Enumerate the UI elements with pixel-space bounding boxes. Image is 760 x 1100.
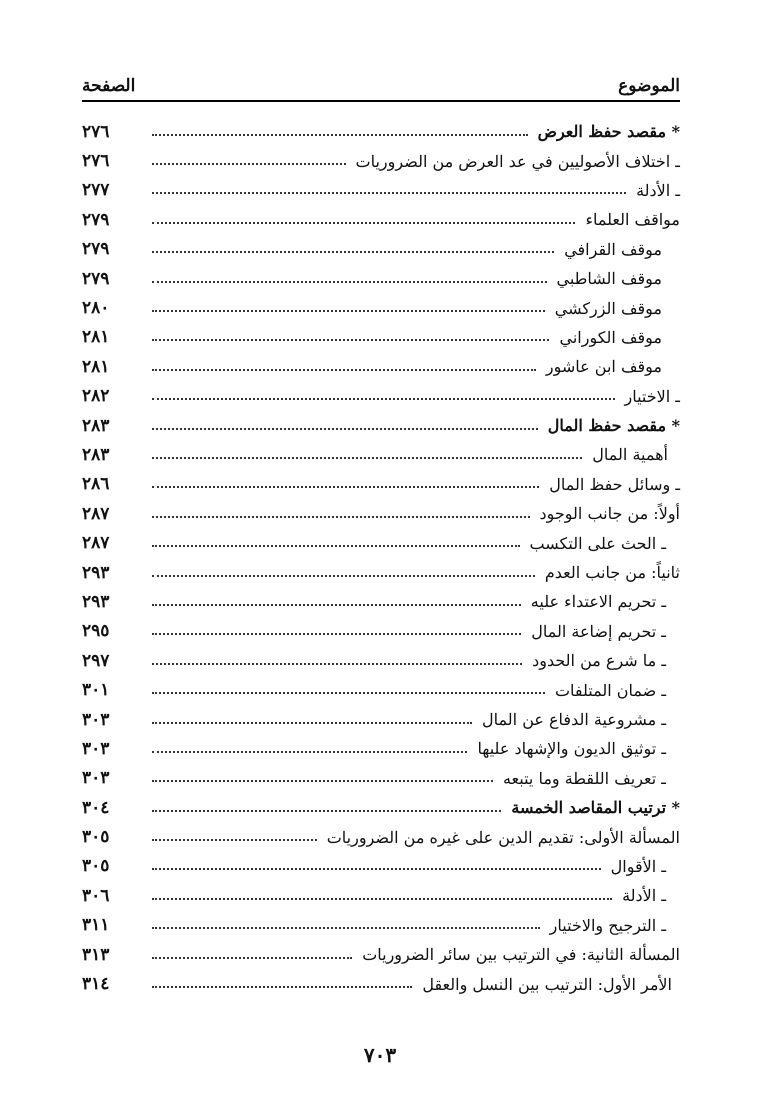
toc-entry: [82, 969, 680, 998]
toc-entry: [82, 117, 680, 146]
dot-leader: [152, 486, 539, 488]
toc-entry: [82, 852, 680, 881]
dot-leader: [152, 428, 538, 430]
dot-leader: [152, 457, 582, 459]
toc-entry-title: موقف الزركشي: [554, 298, 662, 318]
dot-leader: [152, 545, 520, 547]
topic-column-heading: الموضوع: [618, 76, 680, 96]
dot-leader: [152, 839, 317, 841]
toc-entry-page: ٢٧٩: [82, 268, 110, 289]
toc-entry-page: ٣٠٣: [82, 738, 110, 759]
dot-leader: [152, 751, 467, 753]
toc-entry-page: ٣١١: [82, 915, 110, 936]
toc-entry-title: موقف الكوراني: [559, 327, 662, 347]
toc-entry-page: ٣٠٥: [82, 856, 110, 877]
toc-entry-page: ٣١٣: [82, 944, 110, 965]
toc-entry: [82, 293, 680, 322]
toc-entry-title: ـ ما شرع من الحدود: [532, 651, 666, 671]
dot-leader: [152, 986, 412, 988]
toc-entry: [82, 911, 680, 940]
toc-entry-title: ـ الترجيح والاختيار: [549, 915, 666, 935]
toc-entry-page: ٣٠٣: [82, 709, 110, 730]
dot-leader: [152, 927, 540, 929]
dot-leader: [152, 163, 346, 165]
dot-leader: [152, 369, 536, 371]
toc-entry-page: ٢٨٢: [82, 386, 110, 407]
toc-entry-page: ٣٠٣: [82, 768, 110, 789]
dot-leader: [152, 633, 521, 635]
toc-entry: [82, 558, 680, 587]
toc-entry-title: ـ اختلاف الأصوليين في عد العرض من الضروريات: [355, 151, 680, 171]
toc-entry: [82, 764, 680, 793]
toc-entry-title: ثانياً: من جانب العدم: [544, 563, 680, 583]
toc-entry-title: ـ الحث على التكسب: [529, 533, 666, 553]
toc-entry: [82, 470, 680, 499]
toc-entry: [82, 822, 680, 851]
toc-entry-title: * ترتيب المقاصد الخمسة: [511, 798, 680, 818]
dot-leader: [152, 575, 535, 577]
toc-entry: [82, 411, 680, 440]
toc-entry-title: المسألة الأولى: تقديم الدين على غيره من الضروريات: [326, 827, 680, 847]
dot-leader: [152, 281, 547, 283]
toc-entry: [82, 146, 680, 175]
toc-entry-page: ٣٠٤: [82, 797, 110, 818]
toc-entry-title: المسألة الثانية: في الترتيب بين سائر الضروريات: [362, 945, 680, 965]
toc-entry-page: ٢٨٣: [82, 444, 110, 465]
dot-leader: [152, 957, 352, 959]
toc-entry-page: ٢٨١: [82, 356, 110, 377]
toc-entry: [82, 705, 680, 734]
toc-entry: [82, 734, 680, 763]
dot-leader: [152, 780, 493, 782]
dot-leader: [152, 339, 549, 341]
toc-entry-title: موقف القرافي: [564, 239, 662, 259]
toc-entry: [82, 940, 680, 969]
page-column-heading: الصفحة: [82, 76, 136, 96]
toc-entry-title: * مقصد حفظ العرض: [537, 122, 680, 142]
toc-entry-page: ٢٩٥: [82, 621, 110, 642]
toc-entry-page: ٣٠١: [82, 680, 110, 701]
page-number: ٧٠٣: [363, 1043, 397, 1067]
toc-entry: [82, 617, 680, 646]
toc-entry-title: ـ توثيق الديون والإشهاد عليها: [477, 739, 666, 759]
toc-entry-page: ٢٨٦: [82, 474, 110, 495]
toc-entry-title: ـ مشروعية الدفاع عن المال: [482, 710, 666, 729]
toc-entry: [82, 235, 680, 264]
toc-entry-page: ٢٧٧: [82, 180, 110, 201]
toc-entry-page: ٢٧٦: [82, 151, 110, 172]
dot-leader: [152, 251, 554, 253]
toc-entry: [82, 528, 680, 557]
toc-entry-title: ـ تحريم إضاعة المال: [531, 621, 666, 641]
toc-entry-title: موقف الشاطبي: [556, 269, 662, 289]
toc-entry-title: مواقف العلماء: [585, 210, 680, 230]
toc-entry: [82, 793, 680, 822]
toc-entry: [82, 352, 680, 381]
toc-entry: [82, 499, 680, 528]
toc-entry-title: * مقصد حفظ المال: [547, 416, 680, 436]
toc-entry-title: ـ تحريم الاعتداء عليه: [530, 592, 666, 612]
toc-entry-page: ٢٧٩: [82, 239, 110, 260]
toc-entry: [82, 176, 680, 205]
toc-entry-page: ٢٨٧: [82, 503, 110, 524]
toc-entry-title: أولاً: من جانب الوجود: [539, 504, 680, 524]
toc-entry-title: ـ وسائل حفظ المال: [549, 474, 680, 494]
toc-entry-page: ٢٨١: [82, 327, 110, 348]
dot-leader: [152, 398, 615, 400]
toc-list: [82, 117, 680, 999]
toc-entry-page: ٣١٤: [82, 974, 110, 995]
toc-entry-title: ـ ضمان المتلفات: [554, 680, 666, 700]
toc-entry: [82, 323, 680, 352]
toc-entry: [82, 205, 680, 234]
toc-entry-title: ـ الأدلة: [636, 180, 680, 200]
toc-entry-page: ٢٩٣: [82, 591, 110, 612]
toc-entry-title: الأمر الأول: الترتيب بين النسل والعقل: [422, 974, 672, 994]
toc-entry-page: ٢٨٠: [82, 298, 110, 319]
toc-entry-title: ـ الأقوال: [610, 856, 666, 876]
toc-entry: [82, 587, 680, 616]
dot-leader: [152, 663, 522, 665]
dot-leader: [152, 692, 545, 694]
dot-leader: [152, 810, 501, 812]
dot-leader: [152, 134, 528, 136]
dot-leader: [152, 868, 601, 870]
toc-entry-page: ٣٠٦: [82, 885, 110, 906]
toc-entry: [82, 646, 680, 675]
toc-entry: [82, 264, 680, 293]
dot-leader: [152, 222, 575, 224]
dot-leader: [152, 192, 626, 194]
toc-entry: [82, 440, 680, 469]
toc-entry-title: ـ تعريف اللقطة وما يتبعه: [502, 768, 666, 788]
toc-entry-title: موقف ابن عاشور: [545, 357, 662, 377]
dot-leader: [152, 604, 521, 606]
toc-entry-page: ٢٩٣: [82, 562, 110, 583]
toc-entry-page: ٣٠٥: [82, 827, 110, 848]
toc-entry-page: ٢٨٧: [82, 533, 110, 554]
toc-entry-title: ـ الأدلة: [622, 886, 666, 906]
toc-entry-title: ـ الاختيار: [624, 386, 680, 406]
dot-leader: [152, 722, 472, 724]
toc-entry-page: ٢٩٧: [82, 650, 110, 671]
toc-header: [82, 70, 680, 96]
dot-leader: [152, 898, 612, 900]
toc-entry: [82, 382, 680, 411]
header-rule: [82, 100, 680, 102]
dot-leader: [152, 310, 545, 312]
toc-entry-page: ٢٨٣: [82, 415, 110, 436]
toc-entry: [82, 881, 680, 910]
toc-entry-page: ٢٧٦: [82, 121, 110, 142]
dot-leader: [152, 516, 530, 518]
toc-entry: [82, 675, 680, 704]
toc-entry-title: أهمية المال: [592, 445, 668, 465]
toc-entry-page: ٢٧٩: [82, 209, 110, 230]
